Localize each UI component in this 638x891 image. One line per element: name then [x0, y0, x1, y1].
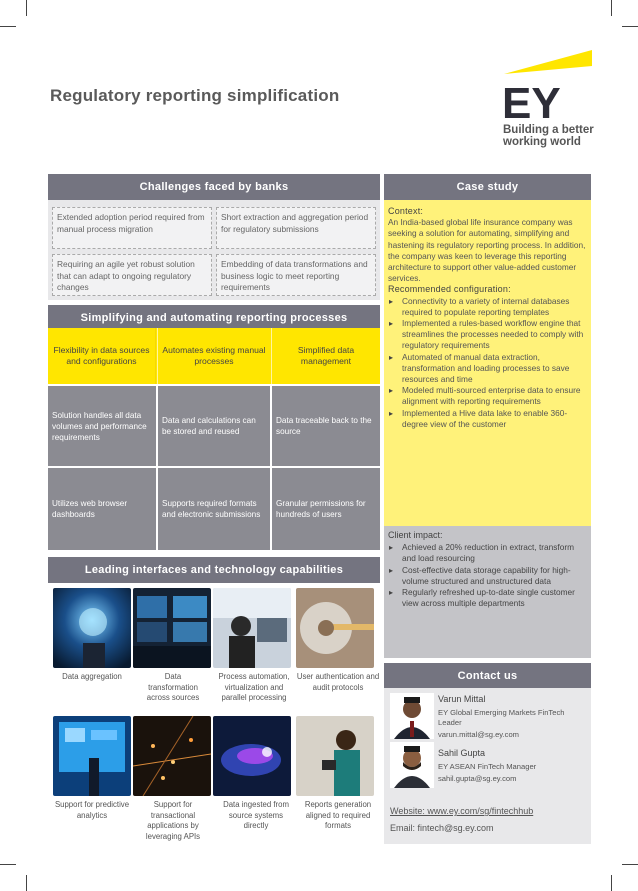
divider	[271, 328, 272, 384]
simplifying-heading: Simplifying and automating reporting processes	[48, 305, 380, 331]
capability-caption: Support for transactional applications by leveraging APIs	[145, 800, 201, 841]
contact-email[interactable]: sahil.gupta@sg.ey.com	[438, 774, 517, 783]
impact-label: Client impact:	[388, 530, 443, 540]
data-transformation-image	[133, 588, 211, 668]
data-ingestion-image	[213, 716, 291, 796]
case-study-body	[388, 206, 590, 430]
predictive-analytics-image	[53, 716, 131, 796]
config-item: ▸ Connectivity to a variety of internal databases required to populate reporting templates	[388, 296, 590, 318]
impact-item: ▸ Cost-effective data storage capability for high-volume structured and unstructured data	[388, 565, 588, 587]
crop-mark	[0, 26, 16, 27]
data-aggregation-image	[53, 588, 131, 668]
crop-mark	[622, 864, 638, 865]
interfaces-heading: Leading interfaces and technology capabilities	[48, 557, 380, 583]
capability-caption: Data ingested from source systems directly	[223, 800, 289, 830]
column-header: Automates existing manual processes	[162, 344, 266, 366]
client-impact-body	[388, 530, 588, 609]
logo-tagline	[503, 124, 594, 148]
divider	[157, 328, 158, 384]
contact-name: Sahil Gupta	[438, 748, 486, 758]
challenge-item: Embedding of data transformations and business logic to meet reporting requirements	[216, 254, 376, 296]
crop-mark	[598, 0, 612, 16]
crop-mark	[26, 0, 40, 16]
capability-caption: Data aggregation	[62, 672, 122, 681]
case-study-heading: Case study	[384, 174, 591, 200]
capability-caption: Reports generation aligned to required formats	[304, 800, 372, 830]
contact-heading: Contact us	[384, 663, 591, 689]
process-automation-image	[213, 588, 291, 668]
contact-email-general[interactable]: Email: fintech@sg.ey.com	[390, 823, 494, 833]
capability-caption: Process automation, virtualization and parallel processing	[218, 672, 290, 702]
contact-name: Varun Mittal	[438, 694, 486, 704]
tagline-line: working world	[503, 136, 581, 148]
feature-cell: Data traceable back to the source	[272, 386, 380, 466]
crop-mark	[622, 26, 638, 27]
config-item: ▸ Implemented a rules-based workflow engine that streamlines the processes needed to comply with regulatory requirements	[388, 318, 590, 352]
challenge-item: Requiring an agile yet robust solution that can adapt to ongoing regulatory changes	[52, 254, 212, 296]
context-label: Context:	[388, 206, 424, 216]
website-link[interactable]: Website: www.ey.com/sg/fintechhub	[390, 806, 534, 816]
avatar	[390, 742, 434, 788]
feature-cell: Supports required formats and electronic submissions	[158, 468, 270, 550]
contact-role: EY Global Emerging Markets FinTech Leader	[438, 708, 565, 727]
context-text: An India-based global life insurance company was seeking a solution for automating, simplifying and hastening its regulatory reporting process. In addition, the company was keen to leverage this reporting architecture to support other value-added customer services.	[388, 217, 586, 284]
feature-cell: Utilizes web browser dashboards	[48, 468, 156, 550]
reports-generation-image	[296, 716, 374, 796]
user-authentication-image	[296, 588, 374, 668]
config-item: ▸ Automated of manual data extraction, transformation and loading processes to save resources and time	[388, 352, 590, 386]
crop-mark	[0, 864, 16, 865]
config-item: ▸ Modeled multi-sourced enterprise data to ensure alignment with reporting requirements	[388, 385, 590, 407]
feature-cell: Data and calculations can be stored and reused	[158, 386, 270, 466]
svg-text:EY: EY	[502, 79, 561, 128]
crop-mark	[26, 875, 40, 891]
impact-item: ▸ Regularly refreshed up-to-date single customer view across multiple departments	[388, 587, 588, 609]
feature-cell: Solution handles all data volumes and performance requirements	[48, 386, 156, 466]
config-label: Recommended configuration:	[388, 284, 511, 295]
page-title: Regulatory reporting simplification	[50, 86, 340, 105]
capability-caption: Data transformation across sources	[146, 672, 200, 702]
capability-caption: Support for predictive analytics	[54, 800, 130, 820]
column-header: Flexibility in data sources and configurations	[48, 328, 156, 384]
contact-email[interactable]: varun.mittal@sg.ey.com	[438, 730, 519, 739]
contact-role: EY ASEAN FinTech Manager	[438, 762, 537, 771]
challenge-item: Extended adoption period required from manual process migration	[52, 207, 212, 249]
tagline-line: Building a better	[503, 124, 594, 136]
challenges-heading: Challenges faced by banks	[48, 174, 380, 200]
capability-caption: User authentication and audit protocols	[296, 672, 380, 692]
avatar	[390, 693, 434, 739]
transactional-apis-image	[133, 716, 211, 796]
feature-cell: Granular permissions for hundreds of users	[272, 468, 380, 550]
impact-item: ▸ Achieved a 20% reduction in extract, transform and load resourcing	[388, 542, 588, 564]
crop-mark	[598, 875, 612, 891]
column-header: Simplified data management	[297, 344, 355, 366]
config-item: ▸ Implemented a Hive data lake to enable 360-degree view of the customer	[388, 408, 590, 430]
challenge-item: Short extraction and aggregation period for regulatory submissions	[216, 207, 376, 249]
